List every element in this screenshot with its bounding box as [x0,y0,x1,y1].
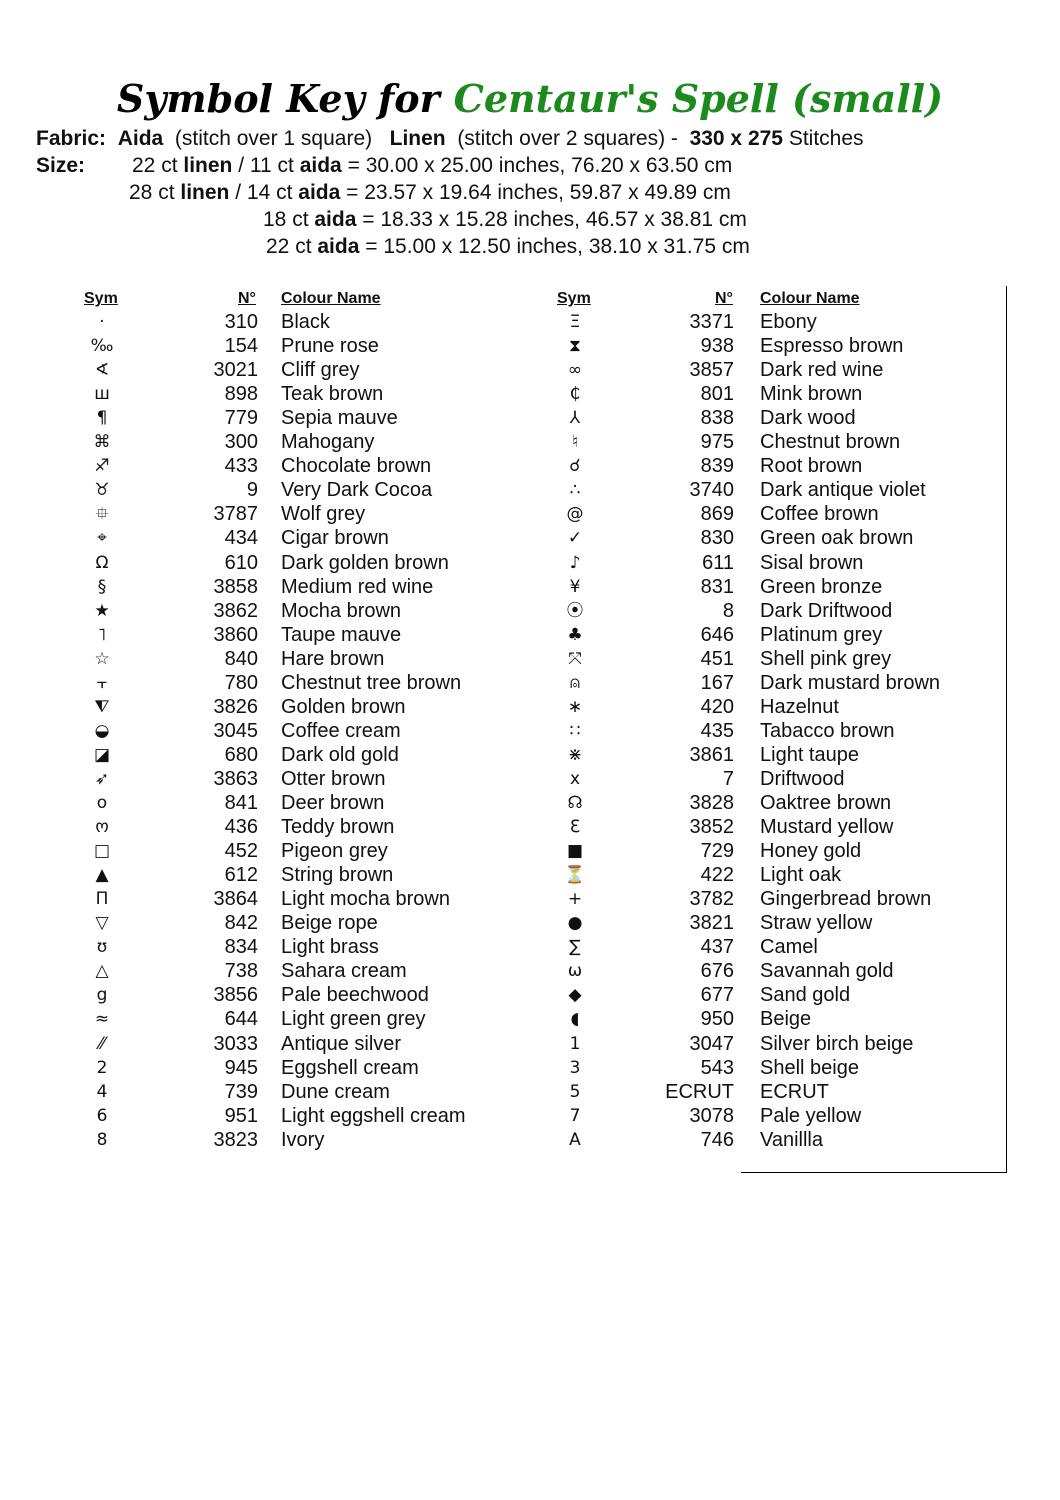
table-row [0,478,1000,502]
thread-number: 951 [224,1104,258,1127]
table-row [0,1104,1000,1128]
size-fabric: aida [314,208,357,231]
symbol-glyph: ‰ [90,336,114,357]
header-name-left: Colour Name [281,290,381,307]
symbol-glyph: ◖ [570,1009,580,1030]
size-fabric: linen [180,181,230,204]
colour-name: Tabacco brown [760,719,895,742]
table-row [0,430,1000,454]
table-row [0,695,1000,719]
table-row [0,382,1000,406]
colour-name: Mustard yellow [760,816,894,839]
size-ct: 22 ct [132,154,178,177]
symbol-glyph: ■ [566,841,584,862]
symbol-glyph: o [96,793,108,813]
symbol-glyph: · [99,312,105,332]
thread-number: 452 [224,840,258,863]
colour-name: Espresso brown [760,335,904,358]
colour-name: Camel [760,936,818,959]
symbol-glyph: ⅄ [569,408,581,429]
table-row [0,406,1000,430]
colour-name: Deer brown [281,792,385,814]
table-row [0,1007,1000,1031]
thread-number: 945 [224,1056,258,1079]
symbol-glyph: 2 [96,1057,108,1078]
colour-name: Mocha brown [281,599,402,622]
fabric-linen-note: (stitch over 2 squares) - [457,127,678,150]
colour-name: Antique silver [281,1032,402,1055]
colour-name: Green oak brown [760,527,914,550]
table-row [0,1056,1000,1080]
table-row [0,502,1000,526]
colour-name: Ebony [760,311,817,333]
colour-name: Hazelnut [760,695,839,718]
thread-number: 779 [224,407,258,430]
colour-name: Cliff grey [281,359,360,382]
table-row [0,887,1000,911]
table-row [0,599,1000,623]
table-row [0,454,1000,478]
symbol-glyph: ♮ [571,432,579,453]
colour-name: Hare brown [281,647,385,670]
symbol-glyph: 1 [569,1033,581,1054]
symbol-glyph: Π [95,889,109,910]
size-label: Size: [36,154,86,177]
size-ct: / 14 ct [235,181,293,204]
thread-number: 9 [246,479,258,502]
colour-name: Dark golden brown [281,551,449,574]
symbol-glyph: ⁄⁄ [99,1033,105,1054]
symbol-glyph: ∢ [94,360,110,381]
colour-name: Silver birch beige [760,1032,914,1055]
colour-name: Very Dark Cocoa [281,479,433,502]
thread-number: 780 [224,671,258,694]
thread-number: 3826 [213,695,258,718]
colour-name: Pale beechwood [281,984,429,1007]
size-fabric: aida [299,154,342,177]
fabric-label: Fabric: [36,127,107,150]
thread-number: 422 [700,864,734,887]
symbol-glyph: ◪ [93,744,111,765]
colour-name: Green bronze [760,575,883,598]
colour-name: Dune cream [281,1080,390,1103]
colour-name: Shell pink grey [760,647,892,670]
thread-number: 3078 [689,1104,734,1127]
symbol-glyph: ♣ [567,624,583,645]
symbol-glyph: ⌘ [93,432,111,453]
symbol-glyph: ⦿ [566,600,584,621]
thread-number: 3856 [213,984,258,1007]
size-ct: 28 ct [129,181,175,204]
table-row [0,743,1000,767]
colour-name: ECRUT [760,1080,829,1103]
size-line-3 [263,207,747,233]
thread-number: 644 [224,1008,258,1031]
size-dimensions: = 23.57 x 19.64 inches, 59.87 x 49.89 cm [346,181,731,204]
symbol-glyph: @ [566,504,584,525]
symbol-glyph: ω [567,961,583,982]
thread-number: 3862 [213,599,258,622]
thread-number: 3858 [213,575,258,598]
thread-number: 3861 [689,743,734,766]
symbol-glyph: ¶ [96,408,108,429]
table-row [0,334,1000,358]
thread-number: 746 [700,1128,734,1151]
table-row [0,935,1000,959]
colour-name: Prune rose [281,335,379,358]
symbol-glyph: ¥ [569,576,581,597]
symbol-glyph: ☊ [567,793,583,813]
symbol-glyph: ⏳ [564,865,586,886]
size-label-line [36,153,85,179]
thread-number: 738 [224,960,258,983]
thread-number: 840 [224,647,258,670]
table-row [0,1128,1000,1152]
thread-number: 167 [700,671,734,694]
symbol-glyph: ♉ [94,480,110,501]
thread-number: 612 [224,864,258,887]
symbol-glyph: 8 [96,1129,108,1150]
thread-number: 436 [224,816,258,839]
symbol-glyph: ∗ [567,696,583,717]
table-row [0,358,1000,382]
symbol-glyph: ∑ [569,937,581,958]
page-title [0,74,1060,124]
table-border-right [1006,286,1007,1172]
symbol-glyph: ⍝ [569,672,581,693]
colour-name: Dark wood [760,407,856,430]
table-row [0,959,1000,983]
size-fabric: aida [317,235,360,258]
size-ct: / 11 ct [238,154,294,177]
colour-name: Savannah gold [760,960,894,983]
fabric-aida: Aida [117,127,164,150]
colour-name: Chestnut brown [760,431,901,454]
thread-number: 3864 [213,888,258,911]
symbol-glyph: ▽ [95,913,109,934]
size-line-2 [129,180,731,206]
thread-number: 676 [700,960,734,983]
symbol-glyph: ო [95,817,109,838]
colour-name: Light oak [760,864,842,887]
colour-name: Chestnut tree brown [281,671,462,694]
colour-name: Dark old gold [281,743,399,766]
symbol-glyph: ℇ [569,817,581,838]
table-border-bottom [741,1172,1007,1173]
table-row [0,791,1000,815]
thread-number: 610 [224,551,258,574]
thread-number: 3821 [689,912,734,935]
thread-number: 3787 [213,503,258,526]
thread-number: 420 [700,695,734,718]
symbol-glyph: g [96,985,108,1006]
fabric-linen: Linen [389,127,446,150]
symbol-glyph: ▲ [95,865,109,886]
symbol-glyph: 7 [569,1105,581,1126]
size-dimensions: = 15.00 x 12.50 inches, 38.10 x 31.75 cm [365,235,750,258]
table-row [0,551,1000,575]
colour-name: Light mocha brown [281,888,450,911]
thread-number: 834 [224,936,258,959]
table-row [0,815,1000,839]
thread-number: 3828 [689,792,734,814]
thread-number: 3740 [689,479,734,502]
colour-name: Mahogany [281,431,375,454]
thread-number: 898 [224,383,258,406]
colour-name: Eggshell cream [281,1056,419,1079]
symbol-glyph: 6 [96,1105,108,1126]
colour-name: String brown [281,864,394,887]
symbol-glyph: ∴ [569,480,581,501]
thread-number: 3857 [689,359,734,382]
symbol-glyph: ☆ [94,648,110,669]
thread-number: 677 [700,984,734,1007]
symbol-glyph: ⧗ [569,336,581,357]
symbol-glyph: Ξ [569,312,581,332]
thread-number: 938 [700,335,734,358]
table-row [0,623,1000,647]
symbol-glyph: 4 [96,1081,108,1102]
table-row [0,839,1000,863]
table-row [0,526,1000,550]
size-ct: 22 ct [266,235,312,258]
size-dimensions: = 18.33 x 15.28 inches, 46.57 x 38.81 cm [362,208,747,231]
thread-number: 3852 [689,816,734,839]
colour-name: Sand gold [760,984,851,1007]
thread-number: 646 [700,623,734,646]
symbol-glyph: ⫟ [96,672,108,693]
thread-number: 8 [722,599,734,622]
symbol-glyph: ✓ [567,528,583,549]
size-line-4 [266,234,750,260]
symbol-glyph: A [569,1129,581,1150]
header-num-right: N° [715,290,733,307]
symbol-glyph: ⋇ [567,744,583,765]
colour-name: Dark Driftwood [760,599,893,622]
colour-name: Coffee cream [281,719,401,742]
symbol-glyph: ★ [94,600,110,621]
thread-number: 543 [700,1056,734,1079]
colour-name: Light taupe [760,743,859,766]
thread-number: 154 [224,335,258,358]
table-row [0,671,1000,695]
colour-name: Mink brown [760,383,863,406]
colour-name: Oaktree brown [760,792,892,814]
thread-number: 437 [700,936,734,959]
symbol-glyph: △ [95,961,109,982]
table-row [0,767,1000,791]
colour-name: Vanillla [760,1128,823,1151]
colour-name: Teddy brown [281,816,395,839]
thread-number: 680 [224,743,258,766]
symbol-glyph: § [97,576,107,597]
colour-name: Dark mustard brown [760,671,941,694]
symbol-glyph: 5 [569,1081,581,1102]
colour-name: Driftwood [760,767,845,790]
table-row [0,1032,1000,1056]
colour-name: Platinum grey [760,623,883,646]
symbol-glyph: □ [93,841,111,862]
symbol-glyph: Ω [95,552,109,573]
thread-number: 831 [700,575,734,598]
colour-name: Light green grey [281,1008,426,1031]
thread-number: 310 [224,311,258,333]
symbol-glyph: ♪ [569,552,581,573]
table-row [0,719,1000,743]
thread-number: 3782 [689,888,734,911]
colour-name: Light brass [281,936,379,959]
thread-number: 869 [700,503,734,526]
thread-number: 451 [700,647,734,670]
symbol-glyph: ʊ [96,937,108,958]
thread-number: 7 [722,767,734,790]
table-row [0,983,1000,1007]
colour-name: Sepia mauve [281,407,398,430]
symbol-glyph: ш [94,384,110,405]
colour-name: Taupe mauve [281,623,402,646]
size-fabric: aida [298,181,341,204]
fabric-aida-note: (stitch over 1 square) [174,127,373,150]
colour-name: Light eggshell cream [281,1104,466,1127]
thread-number: 838 [700,407,734,430]
table-row [0,575,1000,599]
thread-number: 3863 [213,767,258,790]
thread-number: 3047 [689,1032,734,1055]
colour-name: Beige [760,1008,812,1031]
size-dimensions: = 30.00 x 25.00 inches, 76.20 x 63.50 cm [347,154,733,177]
colour-name: Beige rope [281,912,378,935]
thread-number: 839 [700,455,734,478]
symbol-glyph: ⯐ [95,504,109,525]
colour-name: Golden brown [281,695,406,718]
symbol-glyph: ∷ [569,720,581,741]
thread-number: 300 [224,431,258,454]
colour-name: Honey gold [760,840,862,863]
header-sym-left: Sym [84,290,118,307]
symbol-glyph: ⤧ [568,648,582,669]
thread-number: 3371 [689,311,734,333]
symbol-glyph: ● [567,913,583,934]
thread-number: 975 [700,431,734,454]
colour-name: Sahara cream [281,960,407,983]
thread-number: 841 [224,792,258,814]
thread-number: 3021 [213,359,258,382]
title-prefix: Symbol Key for [116,76,440,121]
colour-name: Pigeon grey [281,840,388,863]
thread-number: 729 [700,840,734,863]
thread-number: 830 [700,527,734,550]
symbol-glyph: ➶ [94,768,110,789]
thread-number: 611 [702,551,734,574]
thread-number: 3045 [213,719,258,742]
symbol-glyph: ⌖ [97,528,107,549]
thread-number: 435 [700,719,734,742]
symbol-glyph: ₵ [569,384,581,405]
symbol-glyph: ◒ [94,720,110,741]
size-fabric: linen [183,154,233,177]
colour-name: Medium red wine [281,575,434,598]
colour-name: Gingerbread brown [760,888,932,911]
symbol-glyph: 3 [569,1057,581,1078]
table-row [0,647,1000,671]
thread-number: 950 [700,1008,734,1031]
colour-name: Wolf grey [281,503,366,526]
symbol-glyph: ∞ [567,360,583,381]
stitch-count: 330 x 275 [689,127,783,150]
stitch-suffix: Stitches [788,127,864,150]
colour-name: Pale yellow [760,1104,862,1127]
colour-name: Shell beige [760,1056,859,1079]
symbol-glyph: ♐ [94,456,110,477]
fabric-line [36,126,864,152]
colour-name: Ivory [281,1128,325,1151]
colour-name: Teak brown [281,383,384,406]
colour-name: Cigar brown [281,527,389,550]
colour-name: Straw yellow [760,912,873,935]
colour-name: Otter brown [281,767,386,790]
thread-number: 801 [700,383,734,406]
thread-number: 3860 [213,623,258,646]
thread-number: 3033 [213,1032,258,1055]
symbol-glyph: ˥ [97,624,107,645]
symbol-glyph: ◆ [568,985,582,1006]
symbol-glyph: ☌ [569,456,581,477]
thread-number: 739 [224,1080,258,1103]
colour-name: Coffee brown [760,503,879,526]
thread-number: 434 [224,527,258,550]
header-sym-right: Sym [557,290,591,307]
colour-name: Dark antique violet [760,479,926,502]
symbol-glyph: ≈ [94,1009,110,1030]
table-row [0,1080,1000,1104]
header-name-right: Colour Name [760,290,860,307]
header-num-left: N° [238,290,256,307]
thread-number: 3823 [213,1128,258,1151]
thread-number: ECRUT [665,1080,734,1103]
colour-name: Sisal brown [760,551,864,574]
table-row [0,310,1000,334]
table-row [0,911,1000,935]
size-line-1 [132,153,732,179]
colour-name: Dark red wine [760,359,884,382]
colour-name: Black [281,311,330,333]
table-row [0,863,1000,887]
colour-name: Chocolate brown [281,455,432,478]
thread-number: 433 [224,455,258,478]
colour-name: Root brown [760,455,863,478]
symbol-glyph: x [569,768,581,789]
thread-number: 842 [224,912,258,935]
symbol-glyph: ⧨ [94,696,110,717]
size-ct: 18 ct [263,208,309,231]
symbol-glyph: + [567,889,583,910]
pattern-name: Centaur's Spell (small) [453,76,944,121]
